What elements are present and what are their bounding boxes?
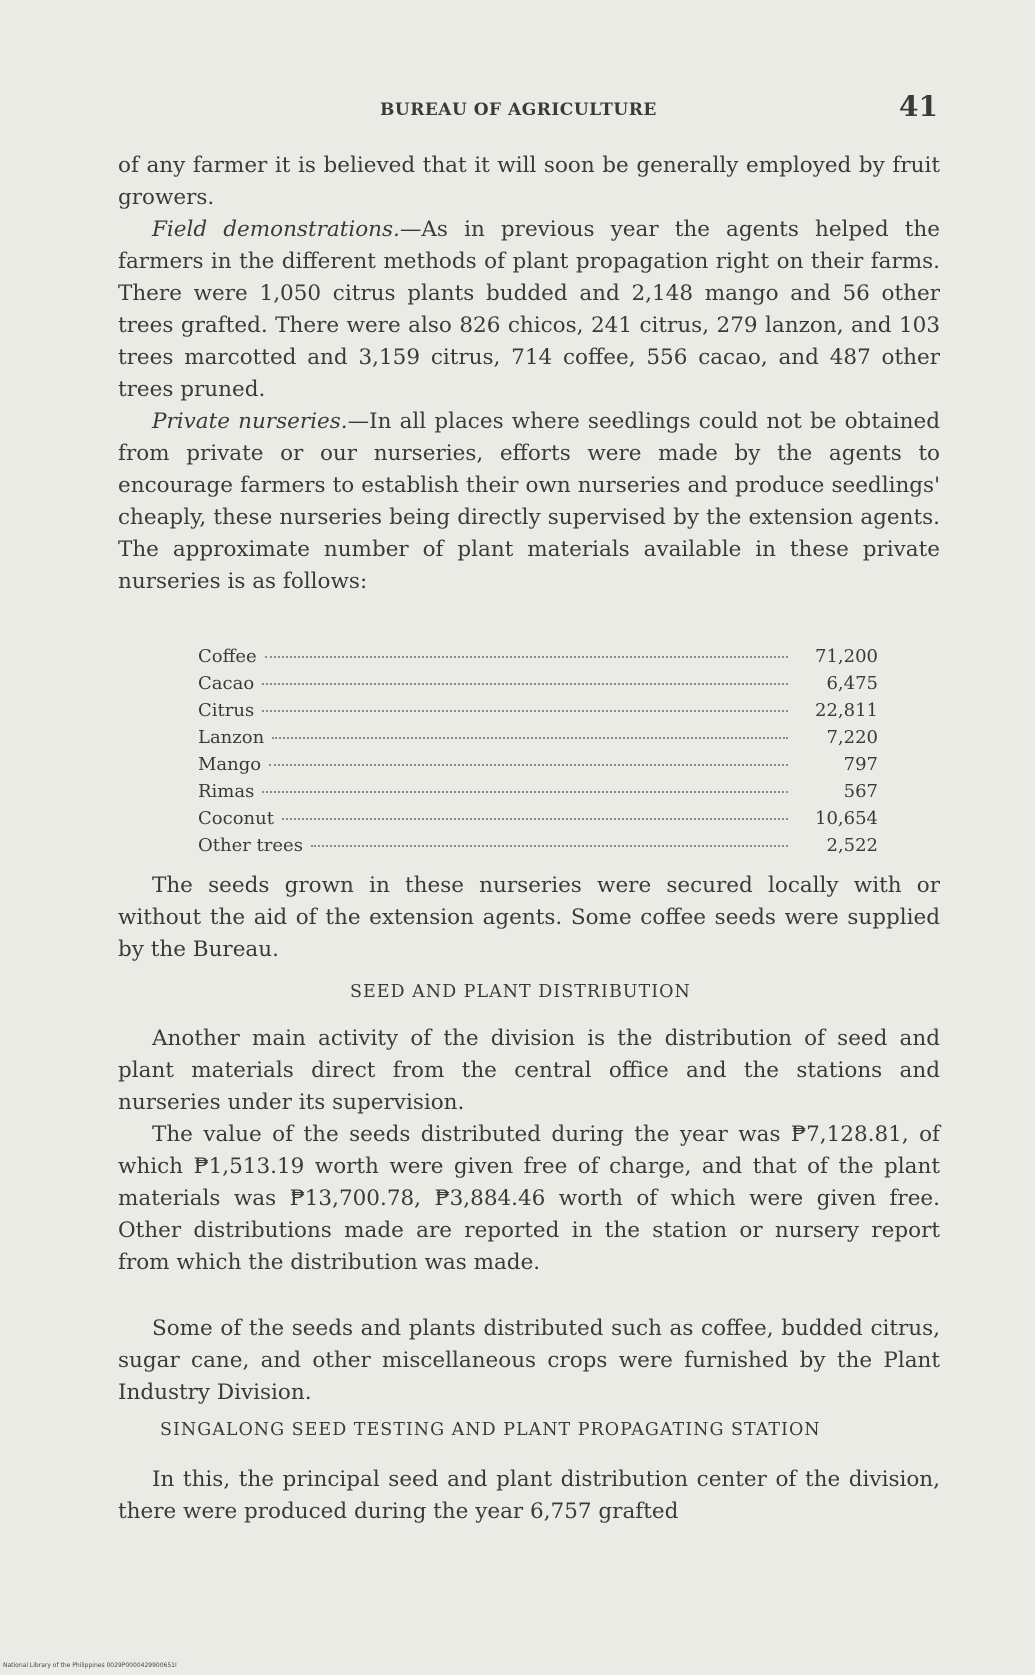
nursery-materials-table <box>198 646 878 862</box>
table-row: Lanzon 7,220 <box>198 727 878 748</box>
table-row: Coconut 10,654 <box>198 808 878 829</box>
paragraph-field-demonstrations: Field demonstrations.—As in previous year the agents helped the farmers in the different methods of plant propagation right on their farms. There were 1,050 citrus plants budded and 2,148 mango and 56 other trees grafted. There were also 826 chicos, 241 citrus, 279 lanzon, and 103 trees marcotted and 3,159 citrus, 714 coffee, 556 cacao, and 487 other trees pruned. <box>118 217 940 402</box>
table-row: Rimas 567 <box>198 781 878 802</box>
table-row: Coffee 71,200 <box>198 646 878 667</box>
paragraph-seed-value: The value of the seeds distributed during the year was ₱7,128.81, of which ₱1,513.19 worth were given free of charge, and that of the plant materials was ₱13,700.78, ₱3,884.46 worth of which were given free. Other distributions made are reported in the station or nursery report from which the distribution was made. <box>118 1122 940 1275</box>
page-number: 41 <box>899 90 938 123</box>
paragraph-singalong: In this, the principal seed and plant distribution center of the division, there were produced during the year 6,757 grafted <box>118 1467 940 1524</box>
running-head: BUREAU OF AGRICULTURE <box>380 100 657 120</box>
library-footer-note: National Library of the Philippines 0029P0000429900651I <box>3 1662 177 1669</box>
table-row: Cacao 6,475 <box>198 673 878 694</box>
paragraph-main-activity: Another main activity of the division is the distribution of seed and plant materials direct from the central office and the stations and nurseries under its supervision. <box>118 1026 940 1115</box>
paragraph-seeds-grown: The seeds grown in these nurseries were secured locally with or without the aid of the extension agents. Some coffee seeds were supplied by the Bureau. <box>118 873 940 962</box>
table-row: Citrus 22,811 <box>198 700 878 721</box>
paragraph-continuation: of any farmer it is believed that it will soon be generally employed by fruit growers. <box>118 153 940 210</box>
run-in-heading: Private nurseries. <box>152 409 348 434</box>
table-row: Other trees 2,522 <box>198 835 878 856</box>
section-heading-singalong: SINGALONG SEED TESTING AND PLANT PROPAGATING STATION <box>160 1420 821 1440</box>
page-header <box>118 90 938 136</box>
run-in-heading: Field demonstrations. <box>152 217 400 242</box>
table-row: Mango 797 <box>198 754 878 775</box>
paragraph-plant-industry: Some of the seeds and plants distributed such as coffee, budded citrus, sugar cane, and other miscellaneous crops were furnished by the Plant Industry Division. <box>118 1316 940 1405</box>
section-heading-seed-distribution: SEED AND PLANT DISTRIBUTION <box>350 982 691 1002</box>
paragraph-private-nurseries: Private nurseries.—In all places where seedlings could not be obtained from private or our nurseries, efforts were made by the agents to encourage farmers to establish their own nurseries and produce seedlings' cheaply, these nurseries being directly supervised by the extension agents. The approximate number of plant materials available in these private nurseries is as follows: <box>118 409 940 594</box>
